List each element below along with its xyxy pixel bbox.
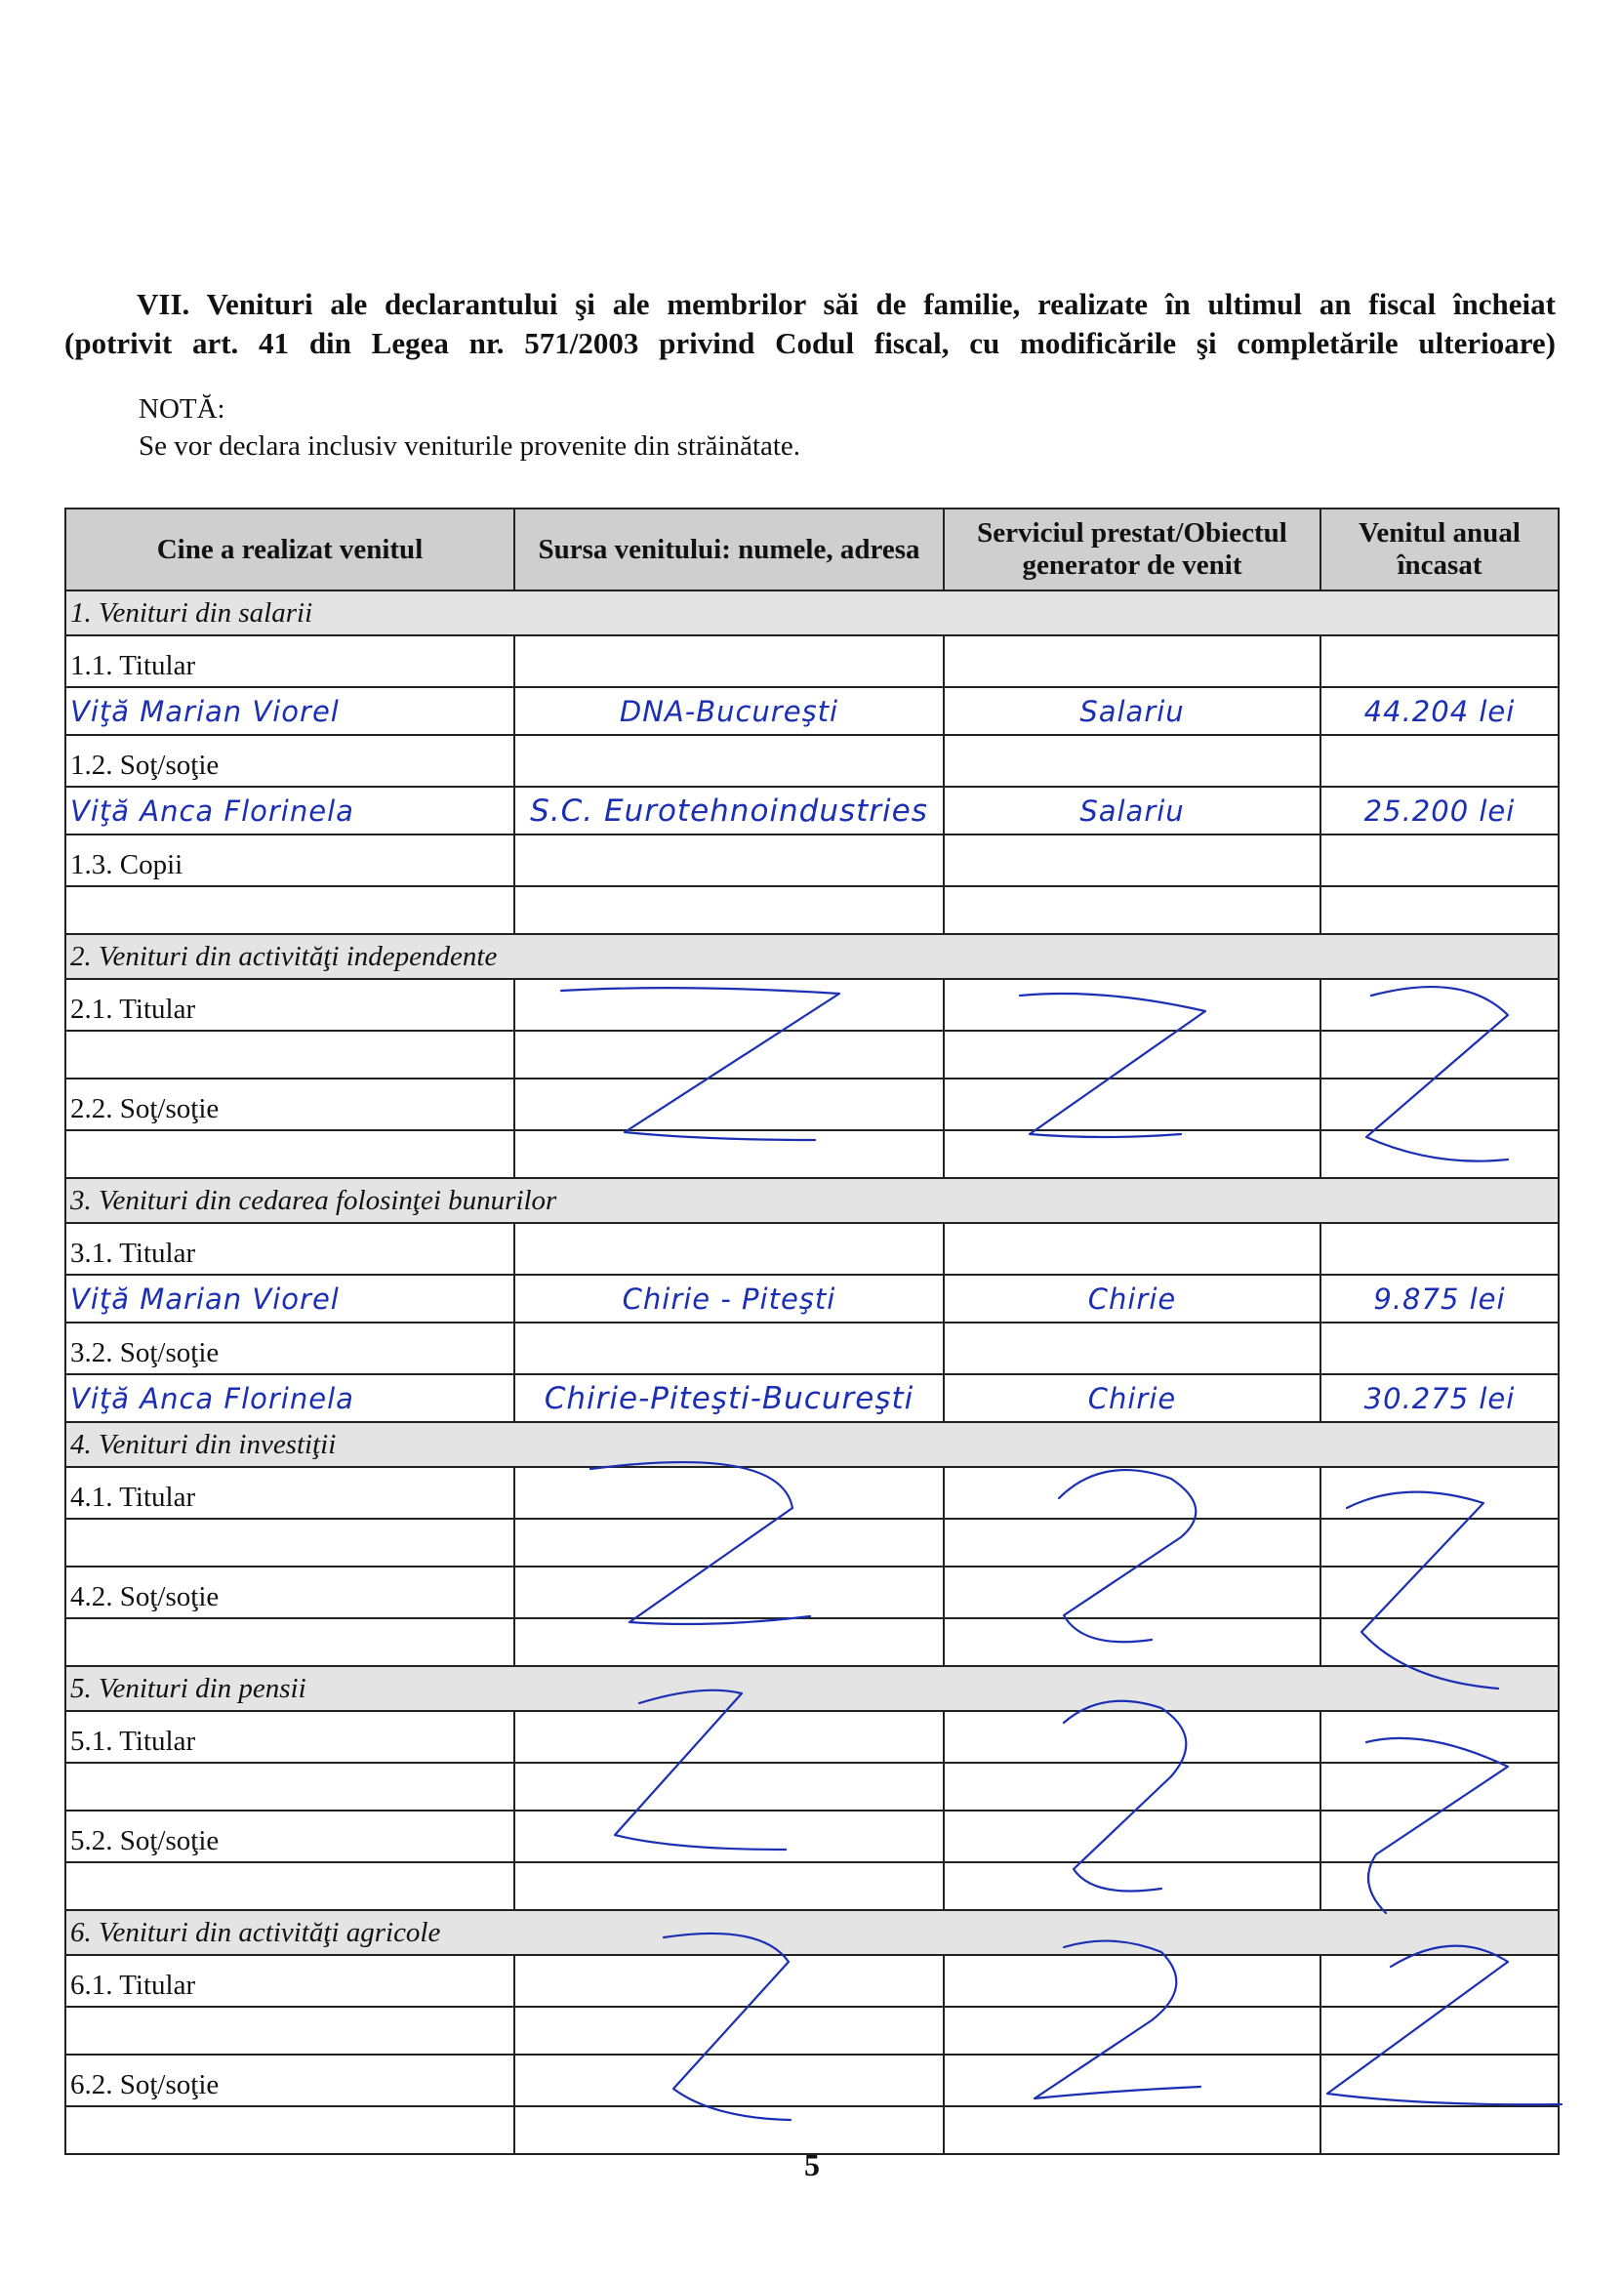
section-row [65, 1178, 1559, 1223]
row-label: 1.2. Soţ/soţie [65, 735, 514, 787]
table-row [65, 1031, 1559, 1079]
note-title: NOTĂ: [139, 393, 225, 425]
section-row [65, 934, 1559, 979]
section-title: 1. Venituri din salarii [65, 590, 1559, 635]
income-cell: 9.875 lei [1320, 1275, 1559, 1323]
row-label: 1.1. Titular [65, 635, 514, 687]
table-row [65, 2007, 1559, 2055]
row-label: 2.1. Titular [65, 979, 514, 1031]
table-row [65, 886, 1559, 934]
service-cell: Salariu [944, 687, 1320, 735]
header-income: Venitul anual încasat [1320, 509, 1559, 590]
header-service: Serviciul prestat/Obiectul generator de venit [944, 509, 1320, 590]
section-row [65, 1422, 1559, 1467]
income-table [64, 508, 1560, 2155]
section-title: 5. Venituri din pensii [65, 1666, 1559, 1711]
table-row [65, 1567, 1559, 1618]
table-row [65, 1711, 1559, 1763]
row-label: 5.1. Titular [65, 1711, 514, 1763]
table-row [65, 1223, 1559, 1275]
source-cell: DNA-Bucureşti [514, 687, 944, 735]
row-label: 1.3. Copii [65, 835, 514, 886]
table-row [65, 1130, 1559, 1178]
row-label: 5.2. Soţ/soţie [65, 1811, 514, 1862]
table-row [65, 1618, 1559, 1666]
service-cell: Chirie [944, 1374, 1320, 1422]
income-cell: 25.200 lei [1320, 787, 1559, 835]
table-row [65, 635, 1559, 687]
section-title: 3. Venituri din cedarea folosinţei bunurilor [65, 1178, 1559, 1223]
table-row [65, 1811, 1559, 1862]
section-title: 4. Venituri din investiţii [65, 1422, 1559, 1467]
row-label: 6.1. Titular [65, 1955, 514, 2007]
table-row [65, 1519, 1559, 1567]
section-heading [64, 285, 1556, 363]
table-row [65, 1467, 1559, 1519]
income-cell: 30.275 lei [1320, 1374, 1559, 1422]
table-row [65, 835, 1559, 886]
section-title: 2. Venituri din activităţi independente [65, 934, 1559, 979]
section-row [65, 1910, 1559, 1955]
table-row [65, 1763, 1559, 1811]
service-cell: Chirie [944, 1275, 1320, 1323]
table-row [65, 1323, 1559, 1374]
name-cell: Viţă Marian Viorel [65, 1275, 514, 1323]
heading-line-2: (potrivit art. 41 din Legea nr. 571/2003 privind Codul fiscal, cu modificările şi completările ulterioare) [64, 326, 1556, 360]
table-row [65, 1079, 1559, 1130]
source-cell: Chirie - Piteşti [514, 1275, 944, 1323]
table-row [65, 979, 1559, 1031]
row-label: 4.2. Soţ/soţie [65, 1567, 514, 1618]
source-cell: S.C. Eurotehnoindustries [514, 787, 944, 835]
name-cell: Viţă Anca Florinela [65, 1374, 514, 1422]
service-cell: Salariu [944, 787, 1320, 835]
row-label: 2.2. Soţ/soţie [65, 1079, 514, 1130]
table-row [65, 735, 1559, 787]
name-cell: Viţă Marian Viorel [65, 687, 514, 735]
table-row [65, 2055, 1559, 2106]
section-row [65, 1666, 1559, 1711]
page-number: 5 [804, 2147, 820, 2182]
name-cell: Viţă Anca Florinela [65, 787, 514, 835]
section-row [65, 590, 1559, 635]
section-title: 6. Venituri din activităţi agricole [65, 1910, 1559, 1955]
note-text: Se vor declara inclusiv veniturile provenite din străinătate. [139, 430, 801, 462]
row-label: 4.1. Titular [65, 1467, 514, 1519]
source-cell: Chirie-Piteşti-Bucureşti [514, 1374, 944, 1422]
table-row [65, 687, 1559, 735]
header-source: Sursa venitului: numele, adresa [514, 509, 944, 590]
header-who: Cine a realizat venitul [65, 509, 514, 590]
table-row [65, 1275, 1559, 1323]
table-header-row [65, 509, 1559, 590]
table-row [65, 1862, 1559, 1910]
table-row [65, 1374, 1559, 1422]
row-label: 6.2. Soţ/soţie [65, 2055, 514, 2106]
row-label: 3.2. Soţ/soţie [65, 1323, 514, 1374]
income-cell: 44.204 lei [1320, 687, 1559, 735]
row-label: 3.1. Titular [65, 1223, 514, 1275]
table-row [65, 787, 1559, 835]
note-block [139, 390, 800, 465]
table-row [65, 1955, 1559, 2007]
heading-line-1: VII. Venituri ale declarantului şi ale membrilor săi de familie, realizate în ultimul an fiscal încheiat [137, 287, 1556, 321]
